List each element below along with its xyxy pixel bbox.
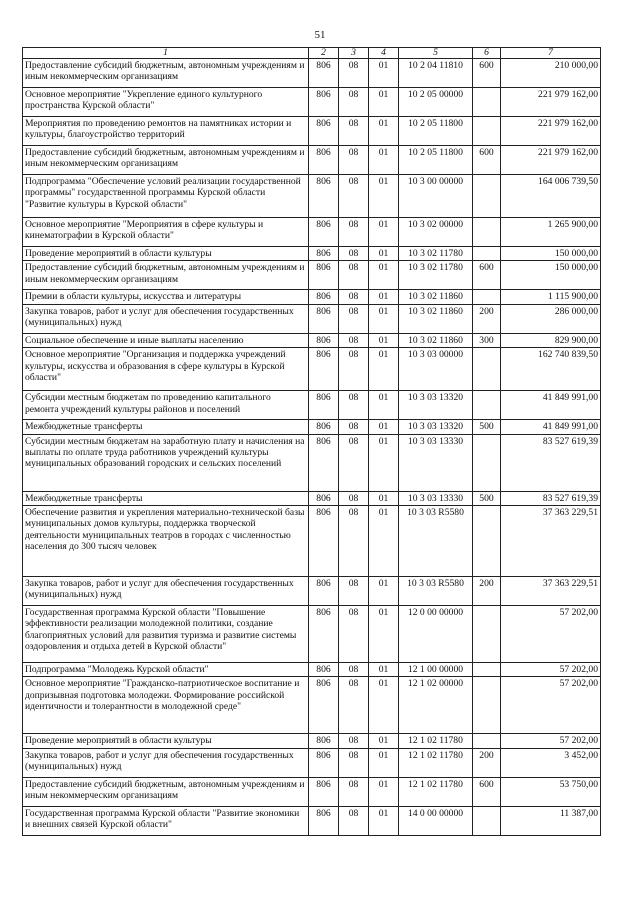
row-pr: 01 [369, 506, 399, 577]
row-name: Субсидии местным бюджетам по проведению капитального ремонта учреждений культуры районов и поселений [23, 391, 309, 420]
row-vr: 500 [473, 420, 501, 434]
row-gr: 806 [309, 806, 339, 835]
table-row [23, 247, 601, 261]
row-csr: 10 3 03 13320 [399, 420, 473, 434]
row-gr: 806 [309, 677, 339, 734]
row-sum: 829 900,00 [501, 333, 601, 347]
row-pr: 01 [369, 261, 399, 290]
table-row [23, 506, 601, 577]
row-pr: 01 [369, 577, 399, 606]
row-gr: 806 [309, 333, 339, 347]
row-gr: 806 [309, 506, 339, 577]
budget-table [22, 47, 601, 836]
table-row [23, 677, 601, 734]
row-csr: 10 3 02 11860 [399, 304, 473, 333]
row-gr: 806 [309, 146, 339, 175]
row-sum: 3 452,00 [501, 748, 601, 777]
row-pr: 01 [369, 677, 399, 734]
row-name: Закупка товаров, работ и услуг для обеспечения государственных (муниципальных) нужд [23, 577, 309, 606]
row-pr: 01 [369, 146, 399, 175]
row-csr: 10 3 02 11780 [399, 247, 473, 261]
row-pr: 01 [369, 391, 399, 420]
row-gr: 806 [309, 577, 339, 606]
row-vr [473, 117, 501, 146]
row-vr: 600 [473, 777, 501, 806]
row-vr: 200 [473, 577, 501, 606]
row-vr [473, 88, 501, 117]
row-csr: 10 2 05 00000 [399, 88, 473, 117]
row-gr: 806 [309, 175, 339, 218]
row-vr: 500 [473, 491, 501, 505]
table-row [23, 748, 601, 777]
row-csr: 10 3 02 00000 [399, 218, 473, 247]
row-gr: 806 [309, 117, 339, 146]
row-pr: 01 [369, 434, 399, 491]
row-csr: 10 3 02 11860 [399, 333, 473, 347]
row-name: Межбюджетные трансферты [23, 420, 309, 434]
row-rz: 08 [339, 734, 369, 748]
row-sum: 164 006 739,50 [501, 175, 601, 218]
row-csr: 14 0 00 00000 [399, 806, 473, 835]
row-rz: 08 [339, 420, 369, 434]
row-rz: 08 [339, 777, 369, 806]
row-vr: 200 [473, 748, 501, 777]
row-csr: 10 3 02 11860 [399, 290, 473, 304]
row-pr: 01 [369, 806, 399, 835]
row-gr: 806 [309, 748, 339, 777]
row-rz: 08 [339, 333, 369, 347]
row-vr [473, 348, 501, 391]
row-name: Закупка товаров, работ и услуг для обеспечения государственных (муниципальных) нужд [23, 304, 309, 333]
row-pr: 01 [369, 59, 399, 88]
col-header-vr: 6 [473, 48, 501, 59]
row-gr: 806 [309, 420, 339, 434]
row-vr [473, 175, 501, 218]
row-sum: 221 979 162,00 [501, 117, 601, 146]
row-sum: 1 115 900,00 [501, 290, 601, 304]
row-sum: 57 202,00 [501, 606, 601, 663]
row-gr: 806 [309, 88, 339, 117]
row-pr: 01 [369, 491, 399, 505]
row-sum: 221 979 162,00 [501, 88, 601, 117]
row-name: Подпрограмма "Обеспечение условий реализации государственной программы" государственной программы Курской области "Развитие культуры в Курской области" [23, 175, 309, 218]
row-sum: 57 202,00 [501, 734, 601, 748]
row-rz: 08 [339, 348, 369, 391]
row-pr: 01 [369, 304, 399, 333]
table-row [23, 146, 601, 175]
table-row [23, 261, 601, 290]
table-row [23, 777, 601, 806]
row-sum: 286 000,00 [501, 304, 601, 333]
table-row [23, 88, 601, 117]
row-sum: 53 750,00 [501, 777, 601, 806]
row-csr: 10 2 05 11800 [399, 117, 473, 146]
row-sum: 37 363 229,51 [501, 506, 601, 577]
row-rz: 08 [339, 677, 369, 734]
row-gr: 806 [309, 777, 339, 806]
row-vr [473, 606, 501, 663]
row-vr [473, 677, 501, 734]
row-csr: 10 3 03 13330 [399, 491, 473, 505]
row-vr [473, 434, 501, 491]
row-rz: 08 [339, 304, 369, 333]
table-row [23, 577, 601, 606]
row-csr: 12 0 00 00000 [399, 606, 473, 663]
row-gr: 806 [309, 247, 339, 261]
row-sum: 150 000,00 [501, 261, 601, 290]
col-header-sum: 7 [501, 48, 601, 59]
row-rz: 08 [339, 491, 369, 505]
table-row [23, 606, 601, 663]
row-rz: 08 [339, 434, 369, 491]
row-csr: 10 3 03 R5580 [399, 577, 473, 606]
table-row [23, 117, 601, 146]
row-rz: 08 [339, 606, 369, 663]
row-pr: 01 [369, 748, 399, 777]
row-gr: 806 [309, 491, 339, 505]
row-gr: 806 [309, 348, 339, 391]
header-row [23, 48, 601, 59]
row-pr: 01 [369, 734, 399, 748]
row-csr: 10 3 03 R5580 [399, 506, 473, 577]
row-pr: 01 [369, 290, 399, 304]
row-gr: 806 [309, 290, 339, 304]
table-row [23, 304, 601, 333]
row-name: Государственная программа Курской области "Повышение эффективности реализации молодежной политики, создание благоприятных условий для развития туризма и развитие системы оздоровления и отдыха детей в Курской области" [23, 606, 309, 663]
row-name: Государственная программа Курской области "Развитие экономики и внешних связей Курской области" [23, 806, 309, 835]
row-vr [473, 290, 501, 304]
table-row [23, 59, 601, 88]
row-csr: 10 2 05 11800 [399, 146, 473, 175]
row-rz: 08 [339, 806, 369, 835]
table-row [23, 391, 601, 420]
row-csr: 10 3 03 00000 [399, 348, 473, 391]
row-vr [473, 663, 501, 677]
row-name: Основное мероприятие "Организация и поддержка учреждений культуры, искусства и образования в сфере культуры в Курской области" [23, 348, 309, 391]
row-csr: 12 1 02 11780 [399, 734, 473, 748]
row-csr: 10 3 03 13330 [399, 434, 473, 491]
row-name: Подпрограмма "Молодежь Курской области" [23, 663, 309, 677]
table-row [23, 734, 601, 748]
row-vr [473, 247, 501, 261]
table-row [23, 420, 601, 434]
table-row [23, 290, 601, 304]
row-csr: 12 1 02 00000 [399, 677, 473, 734]
row-rz: 08 [339, 218, 369, 247]
table-row [23, 434, 601, 491]
row-csr: 10 3 00 00000 [399, 175, 473, 218]
row-rz: 08 [339, 247, 369, 261]
row-gr: 806 [309, 434, 339, 491]
row-rz: 08 [339, 506, 369, 577]
row-gr: 806 [309, 734, 339, 748]
row-gr: 806 [309, 606, 339, 663]
row-name: Предоставление субсидий бюджетным, автономным учреждениям и иным некоммерческим организациям [23, 146, 309, 175]
table-row [23, 333, 601, 347]
row-pr: 01 [369, 663, 399, 677]
row-rz: 08 [339, 175, 369, 218]
row-sum: 221 979 162,00 [501, 146, 601, 175]
row-vr [473, 734, 501, 748]
row-sum: 41 849 991,00 [501, 420, 601, 434]
row-sum: 57 202,00 [501, 663, 601, 677]
row-name: Субсидии местным бюджетам на заработную плату и начисления на выплаты по оплате труда работников учреждений культуры муниципальных образований городских и сельских поселений [23, 434, 309, 491]
table-row [23, 806, 601, 835]
row-gr: 806 [309, 218, 339, 247]
row-rz: 08 [339, 117, 369, 146]
row-csr: 10 3 03 13320 [399, 391, 473, 420]
row-rz: 08 [339, 290, 369, 304]
table-row [23, 663, 601, 677]
table-row [23, 175, 601, 218]
row-gr: 806 [309, 59, 339, 88]
row-name: Основное мероприятие "Мероприятия в сфере культуры и кинематографии в Курской области" [23, 218, 309, 247]
row-name: Проведение мероприятий в области культуры [23, 734, 309, 748]
row-vr [473, 806, 501, 835]
row-name: Предоставление субсидий бюджетным, автономным учреждениям и иным некоммерческим организациям [23, 777, 309, 806]
row-rz: 08 [339, 748, 369, 777]
table-row [23, 348, 601, 391]
row-sum: 162 740 839,50 [501, 348, 601, 391]
table-row [23, 491, 601, 505]
row-name: Мероприятия по проведению ремонтов на памятниках истории и культуры, благоустройство территорий [23, 117, 309, 146]
row-name: Предоставление субсидий бюджетным, автономным учреждениям и иным некоммерческим организациям [23, 59, 309, 88]
row-sum: 57 202,00 [501, 677, 601, 734]
row-vr [473, 218, 501, 247]
row-sum: 1 265 900,00 [501, 218, 601, 247]
row-vr: 600 [473, 146, 501, 175]
row-vr: 600 [473, 59, 501, 88]
col-header-name: 1 [23, 48, 309, 59]
row-rz: 08 [339, 146, 369, 175]
row-csr: 12 1 02 11780 [399, 748, 473, 777]
row-csr: 10 2 04 11810 [399, 59, 473, 88]
page-number: 51 [314, 29, 326, 41]
row-csr: 10 3 02 11780 [399, 261, 473, 290]
row-vr: 200 [473, 304, 501, 333]
row-sum: 37 363 229,51 [501, 577, 601, 606]
row-pr: 01 [369, 88, 399, 117]
row-gr: 806 [309, 663, 339, 677]
col-header-rz: 3 [339, 48, 369, 59]
row-vr: 600 [473, 261, 501, 290]
row-pr: 01 [369, 348, 399, 391]
row-rz: 08 [339, 663, 369, 677]
row-vr [473, 391, 501, 420]
row-vr: 300 [473, 333, 501, 347]
row-pr: 01 [369, 175, 399, 218]
row-pr: 01 [369, 420, 399, 434]
row-csr: 12 1 00 00000 [399, 663, 473, 677]
row-sum: 83 527 619,39 [501, 491, 601, 505]
row-name: Предоставление субсидий бюджетным, автономным учреждениям и иным некоммерческим организациям [23, 261, 309, 290]
row-name: Межбюджетные трансферты [23, 491, 309, 505]
row-gr: 806 [309, 261, 339, 290]
row-pr: 01 [369, 117, 399, 146]
row-gr: 806 [309, 304, 339, 333]
row-csr: 12 1 02 11780 [399, 777, 473, 806]
row-sum: 41 849 991,00 [501, 391, 601, 420]
col-header-gr: 2 [309, 48, 339, 59]
row-pr: 01 [369, 247, 399, 261]
row-rz: 08 [339, 261, 369, 290]
row-rz: 08 [339, 88, 369, 117]
row-pr: 01 [369, 218, 399, 247]
row-name: Основное мероприятие "Укрепление единого культурного пространства Курской области" [23, 88, 309, 117]
col-header-pr: 4 [369, 48, 399, 59]
row-vr [473, 506, 501, 577]
row-sum: 210 000,00 [501, 59, 601, 88]
row-name: Закупка товаров, работ и услуг для обеспечения государственных (муниципальных) нужд [23, 748, 309, 777]
row-sum: 83 527 619,39 [501, 434, 601, 491]
row-name: Социальное обеспечение и иные выплаты населению [23, 333, 309, 347]
row-rz: 08 [339, 59, 369, 88]
row-sum: 11 387,00 [501, 806, 601, 835]
row-rz: 08 [339, 391, 369, 420]
row-name: Проведение мероприятий в области культуры [23, 247, 309, 261]
row-pr: 01 [369, 777, 399, 806]
row-name: Премии в области культуры, искусства и литературы [23, 290, 309, 304]
row-sum: 150 000,00 [501, 247, 601, 261]
row-gr: 806 [309, 391, 339, 420]
col-header-csr: 5 [399, 48, 473, 59]
row-pr: 01 [369, 606, 399, 663]
row-pr: 01 [369, 333, 399, 347]
row-name: Обеспечение развития и укрепления материально-технической базы муниципальных домов культуры, поддержка творческой деятельности муниципальных театров в городах с численностью населения до 300 тысяч человек [23, 506, 309, 577]
table-row [23, 218, 601, 247]
row-name: Основное мероприятие "Гражданско-патриотическое воспитание и допризывная подготовка молодежи. Формирование российской идентичности и толерантности в молодежной среде" [23, 677, 309, 734]
row-rz: 08 [339, 577, 369, 606]
